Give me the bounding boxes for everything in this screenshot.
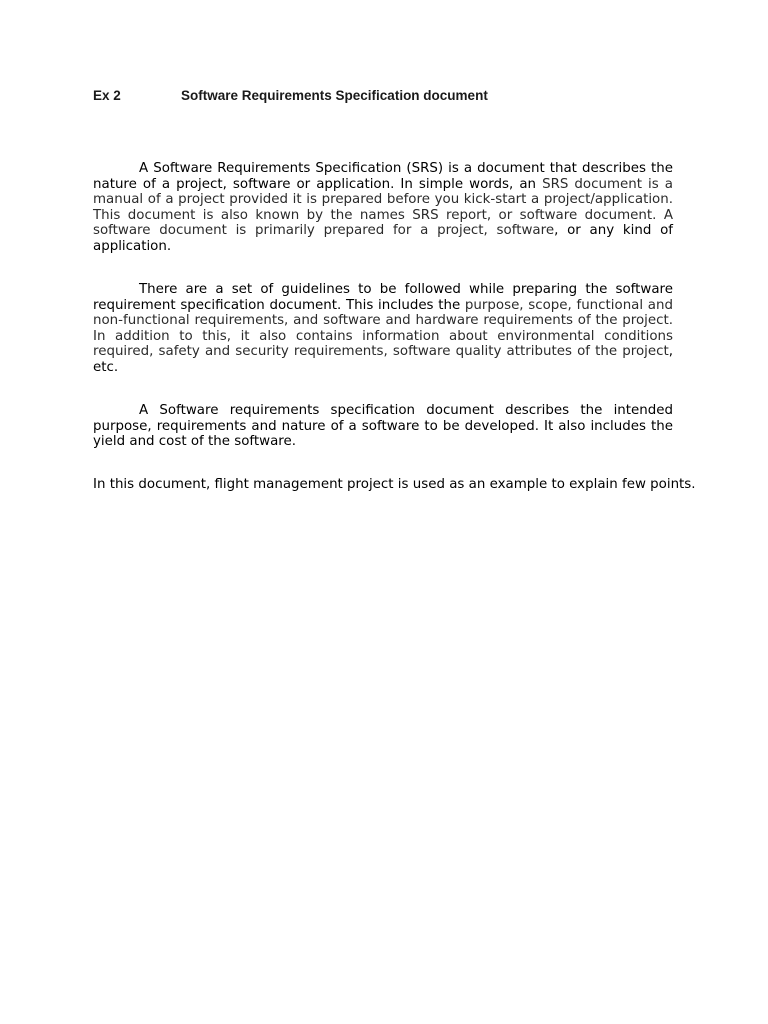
paragraph-text: In this document, flight management project is used as an example to explain few points. xyxy=(93,477,696,492)
paragraph-text: A Software requirements specification document describes the intended purpose, requirements and nature of a software to be developed. It also includes the yield and cost of the software. xyxy=(93,403,673,449)
paragraph-text: SRS document is a manual of a project provided it is prepared before you kick-start a project/application. This document is also known by the names SRS report, or software document. A software document is primarily prepared for a project, software xyxy=(93,176,673,238)
paragraph-text: , etc. xyxy=(93,344,673,375)
document-header xyxy=(93,88,488,103)
paragraph-text: A Software Requirements Specification (SRS) is a document that describes the nature of a project, software or application. In simple words, an xyxy=(93,161,673,192)
paragraph-srs-definition xyxy=(93,161,673,254)
paragraph-guidelines xyxy=(93,282,673,375)
paragraph-example-note xyxy=(93,477,753,493)
exercise-label: Ex 2 xyxy=(93,88,121,103)
paragraph-text: , or any kind of application. xyxy=(93,223,673,254)
paragraph-text: There are a set of guidelines to be followed while preparing the software requirement specification document. This includes the xyxy=(93,282,673,313)
document-title: Software Requirements Specification document xyxy=(181,88,488,103)
paragraph-purpose xyxy=(93,403,673,450)
paragraph-text: purpose, scope, functional and non-functional requirements, and software and hardware requirements of the project. In addition to this, it also contains information about environmental conditions required, safety and security requirements, software quality attributes of the project xyxy=(93,297,673,359)
